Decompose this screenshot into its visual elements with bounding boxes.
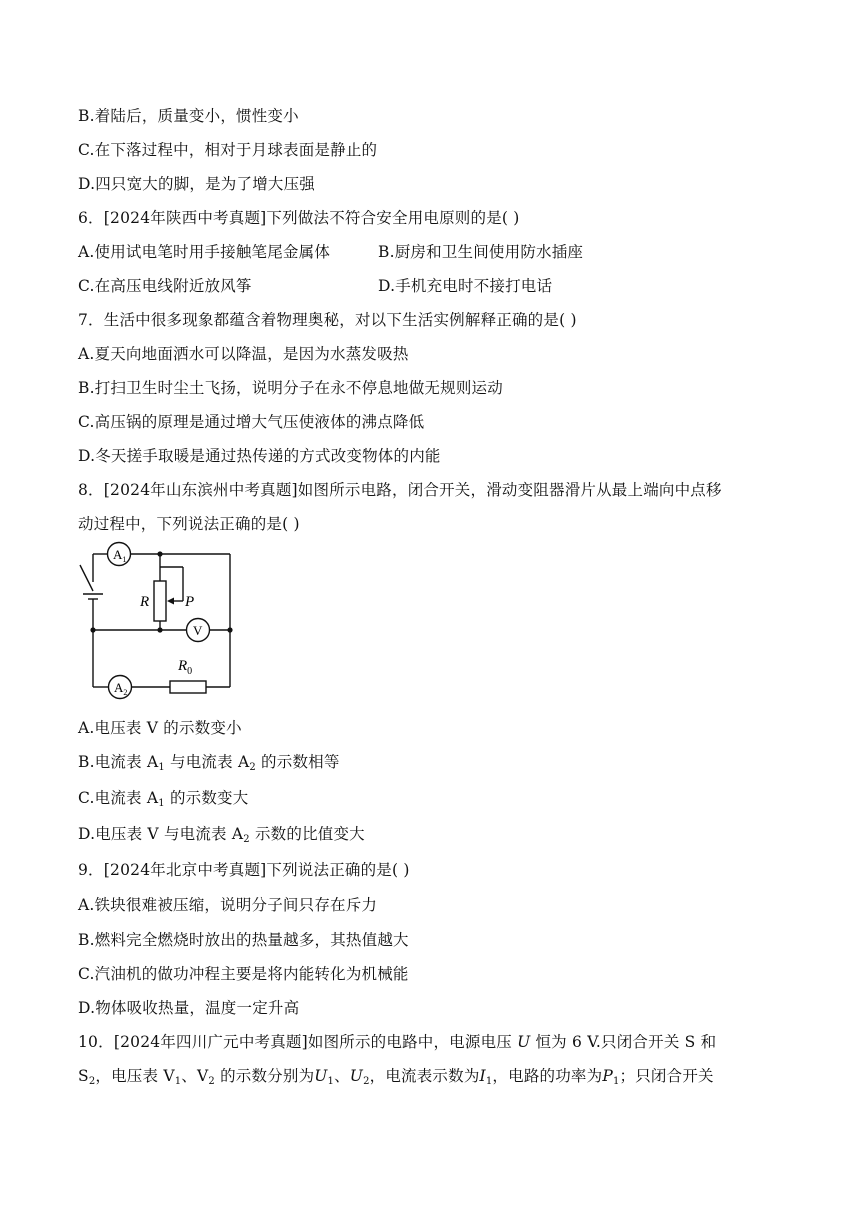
q9-option-b: B.燃料完全燃烧时放出的热量越多，其热值越大 (78, 931, 409, 949)
q7-option-a: A.夏天向地面洒水可以降温，是因为水蒸发吸热 (78, 345, 409, 363)
resistor-r0-label: $R_0$ (178, 658, 193, 677)
q7-option-b: B.打扫卫生时尘土飞扬，说明分子在永不停息地做无规则运动 (78, 379, 503, 397)
voltmeter-label: V (193, 623, 203, 638)
q6-option-d: D.手机充电时不接打电话 (378, 277, 553, 295)
q10-stem-line2: $S_2$，电压表 $V_1$、$V_2$ 的示数分别为$U_1$、$U_2$，电流表示数为$I_1$，电路的功率为$P_1$；只闭合开关 (78, 1067, 714, 1087)
q5-option-b: B.着陆后，质量变小，惯性变小 (78, 107, 299, 125)
q6-option-a: A.使用试电笔时用手接触笔尾金属体 (78, 243, 331, 261)
q9-option-c: C.汽油机的做功冲程主要是将内能转化为机械能 (78, 965, 409, 983)
q8-circuit-diagram (70, 537, 240, 707)
q8-option-b: B.电流表 $A_1$ 与电流表 $A_2$ 的示数相等 (78, 753, 340, 773)
q6-stem: 6．[2024年陕西中考真题]下列做法不符合安全用电原则的是( ) (78, 209, 520, 227)
q8-option-c: C.电流表 $A_1$ 的示数变大 (78, 789, 249, 809)
q5-option-c: C.在下落过程中，相对于月球表面是静止的 (78, 141, 378, 159)
ammeter-a1-label: $A_1$ (113, 547, 127, 564)
q7-stem: 7．生活中很多现象都蕴含着物理奥秘，对以下生活实例解释正确的是( ) (78, 311, 577, 329)
q5-option-d: D.四只宽大的脚，是为了增大压强 (78, 175, 316, 193)
slider-label: P (185, 594, 195, 610)
q9-option-d: D.物体吸收热量，温度一定升高 (78, 999, 300, 1017)
q8-option-a: A.电压表 V 的示数变小 (78, 719, 242, 737)
q7-option-c: C.高压锅的原理是通过增大气压使液体的沸点降低 (78, 413, 425, 431)
q6-option-c: C.在高压电线附近放风筝 (78, 277, 252, 295)
q7-option-d: D.冬天搓手取暖是通过热传递的方式改变物体的内能 (78, 447, 441, 465)
q8-stem-line2: 动过程中，下列说法正确的是( ) (78, 515, 300, 533)
q8-stem-line1: 8．[2024年山东滨州中考真题]如图所示电路，闭合开关，滑动变阻器滑片从最上端向中点移 (78, 481, 722, 499)
q6-option-b: B.厨房和卫生间使用防水插座 (378, 243, 584, 261)
rheostat-label: R (140, 594, 150, 610)
q9-option-a: A.铁块很难被压缩，说明分子间只存在斥力 (78, 896, 378, 914)
q8-option-d: D.电压表 V 与电流表 $A_2$ 示数的比值变大 (78, 825, 365, 845)
ammeter-a2-label: $A_2$ (114, 680, 128, 697)
q10-stem-line1: 10．[2024年四川广元中考真题]如图所示的电路中，电源电压 U 恒为 6 V.只闭合开关 S 和 (78, 1033, 717, 1051)
q9-stem: 9．[2024年北京中考真题]下列说法正确的是( ) (78, 861, 410, 879)
